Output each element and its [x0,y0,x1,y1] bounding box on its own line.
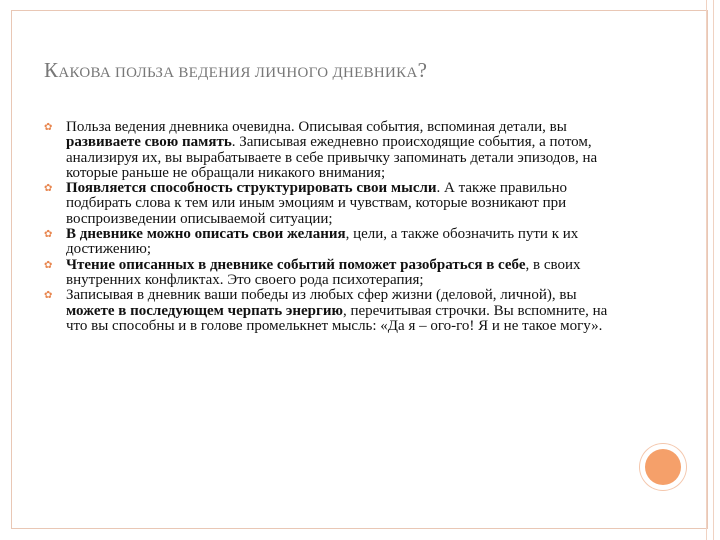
item-bold-text: В дневнике можно описать свои желания [66,226,346,243]
flower-bullet-icon: ✿ [44,183,53,195]
decorative-stripe [706,0,714,540]
title-text: АКОВА ПОЛЬЗА ВЕДЕНИЯ ЛИЧНОГО ДНЕВНИКА [58,65,418,81]
item-bold-text: можете в последующем черпать энергию [66,302,343,319]
flower-bullet-icon: ✿ [44,290,53,302]
list-item [44,120,609,181]
item-text: , в своих внутренних конфликтах. Это своего рода психотерапия; [66,256,581,288]
title-end: ? [417,58,428,82]
flower-bullet-icon: ✿ [44,259,53,271]
item-text: . Записывая ежедневно происходящие события, а потом, анализируя их, вы вырабатываете в себе привычку запоминать детали эпизодов, на которые раньше не обращали никакого внимания; [66,134,598,181]
item-text: Записывая в дневник ваши победы из любых сфер жизни (деловой, личной), вы [66,287,577,304]
slide-title [44,48,427,85]
item-text: , цели, а также обозначить пути к их достижению; [66,226,579,258]
title-first-letter: К [44,58,59,82]
item-text: , перечитывая строчки. Вы вспомните, на что вы способны и в голове промелькнет мысль: «Да я – ого-го! Я и не такое могу». [66,302,608,334]
list-item [44,288,609,334]
item-bold-text: Чтение описанных в дневнике событий поможет разобраться в себе [66,256,526,273]
item-bold-text: развиваете свою память [66,134,232,151]
list-item [44,258,609,289]
decorative-circle [640,444,686,490]
item-bold-text: Появляется способность структурировать свои мысли [66,180,437,197]
flower-bullet-icon: ✿ [44,122,53,133]
list-item [44,181,609,227]
item-text: . А также правильно подбирать слова к тем или иным эмоциям и чувствам, которые возникают при воспроизведении описываемой ситуации; [66,180,568,227]
item-text: Польза ведения дневника очевидна. Описывая события, вспоминая детали, вы [66,119,567,135]
benefits-list [44,120,609,334]
list-item [44,227,609,258]
flower-bullet-icon: ✿ [44,229,53,241]
